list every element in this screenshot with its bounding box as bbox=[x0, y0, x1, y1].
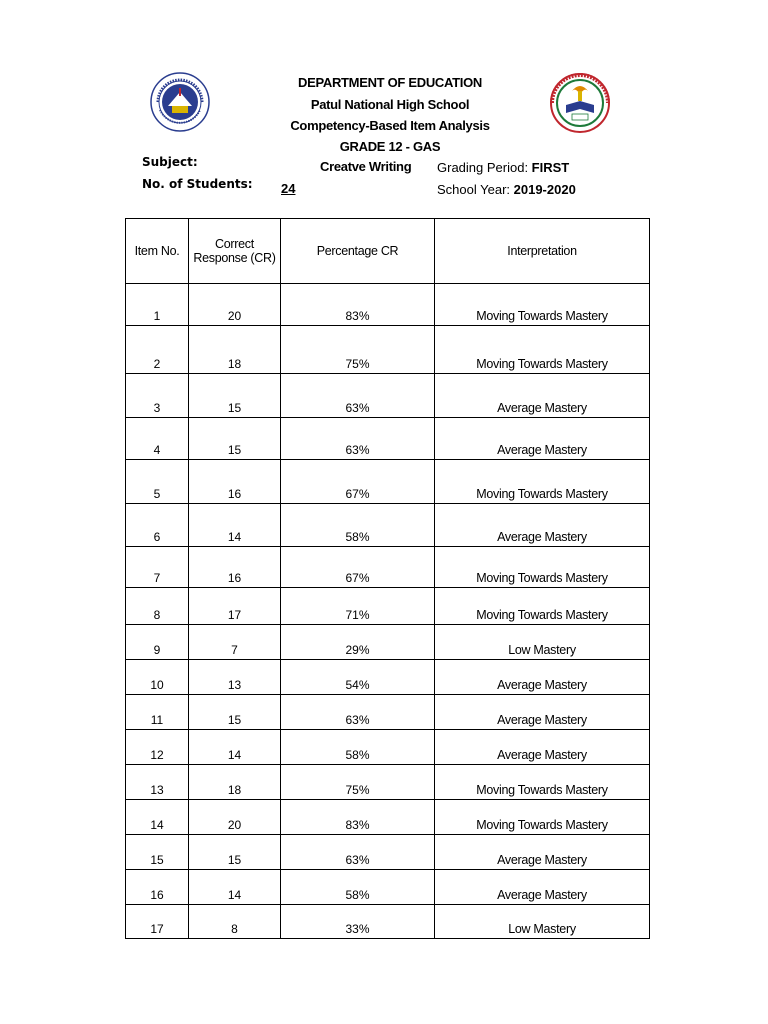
item-analysis-table bbox=[125, 218, 650, 939]
interpretation-cell: Moving Towards Mastery bbox=[435, 588, 650, 625]
percentage-cell: 63% bbox=[281, 374, 435, 418]
table-row bbox=[126, 800, 650, 835]
percentage-cell: 75% bbox=[281, 765, 435, 800]
interpretation-cell: Average Mastery bbox=[435, 695, 650, 730]
correct-response-cell: 14 bbox=[189, 504, 281, 547]
table-row bbox=[126, 504, 650, 547]
item-no-cell: 6 bbox=[126, 504, 189, 547]
table-body bbox=[126, 284, 650, 939]
school-year-value: 2019-2020 bbox=[513, 182, 576, 197]
table-header-row bbox=[126, 219, 650, 284]
table-row bbox=[126, 730, 650, 765]
percentage-cell: 63% bbox=[281, 835, 435, 870]
correct-response-cell: 15 bbox=[189, 695, 281, 730]
item-no-cell: 16 bbox=[126, 870, 189, 905]
item-no-cell: 2 bbox=[126, 326, 189, 374]
interpretation-cell: Moving Towards Mastery bbox=[435, 547, 650, 588]
interpretation-cell: Average Mastery bbox=[435, 418, 650, 460]
correct-response-cell: 13 bbox=[189, 660, 281, 695]
item-no-cell: 14 bbox=[126, 800, 189, 835]
table-row bbox=[126, 588, 650, 625]
table-row bbox=[126, 870, 650, 905]
interpretation-cell: Average Mastery bbox=[435, 504, 650, 547]
interpretation-cell: Average Mastery bbox=[435, 835, 650, 870]
correct-response-cell: 16 bbox=[189, 547, 281, 588]
report-title: Competency-Based Item Analysis bbox=[290, 118, 490, 133]
percentage-cell: 58% bbox=[281, 730, 435, 765]
header-correct-response: Correct Response (CR) bbox=[189, 219, 281, 284]
correct-response-cell: 17 bbox=[189, 588, 281, 625]
percentage-cell: 63% bbox=[281, 695, 435, 730]
interpretation-cell: Moving Towards Mastery bbox=[435, 326, 650, 374]
item-no-cell: 3 bbox=[126, 374, 189, 418]
percentage-cell: 75% bbox=[281, 326, 435, 374]
percentage-cell: 71% bbox=[281, 588, 435, 625]
percentage-cell: 67% bbox=[281, 547, 435, 588]
percentage-cell: 33% bbox=[281, 905, 435, 939]
table-row bbox=[126, 374, 650, 418]
percentage-cell: 29% bbox=[281, 625, 435, 660]
correct-response-cell: 20 bbox=[189, 800, 281, 835]
item-no-cell: 8 bbox=[126, 588, 189, 625]
percentage-cell: 58% bbox=[281, 504, 435, 547]
header-interpretation: Interpretation bbox=[435, 219, 650, 284]
table-row bbox=[126, 460, 650, 504]
table-row bbox=[126, 326, 650, 374]
correct-response-cell: 18 bbox=[189, 765, 281, 800]
interpretation-cell: Low Mastery bbox=[435, 625, 650, 660]
header-percentage-cr: Percentage CR bbox=[281, 219, 435, 284]
header-item-no: Item No. bbox=[126, 219, 189, 284]
table-row bbox=[126, 905, 650, 939]
percentage-cell: 83% bbox=[281, 800, 435, 835]
grading-period bbox=[437, 160, 569, 175]
correct-response-cell: 18 bbox=[189, 326, 281, 374]
correct-response-cell: 8 bbox=[189, 905, 281, 939]
item-no-cell: 11 bbox=[126, 695, 189, 730]
deped-seal-icon bbox=[150, 72, 210, 137]
correct-response-cell: 20 bbox=[189, 284, 281, 326]
item-no-cell: 13 bbox=[126, 765, 189, 800]
table-row bbox=[126, 625, 650, 660]
correct-response-cell: 15 bbox=[189, 418, 281, 460]
interpretation-cell: Moving Towards Mastery bbox=[435, 284, 650, 326]
school-year-label: School Year: bbox=[437, 182, 514, 197]
interpretation-cell: Moving Towards Mastery bbox=[435, 765, 650, 800]
item-no-cell: 1 bbox=[126, 284, 189, 326]
percentage-cell: 58% bbox=[281, 870, 435, 905]
item-no-cell: 10 bbox=[126, 660, 189, 695]
school-year bbox=[437, 182, 576, 197]
item-no-cell: 5 bbox=[126, 460, 189, 504]
percentage-cell: 67% bbox=[281, 460, 435, 504]
table-row bbox=[126, 418, 650, 460]
correct-response-cell: 7 bbox=[189, 625, 281, 660]
grade-section: GRADE 12 - GAS bbox=[339, 139, 441, 154]
correct-response-cell: 16 bbox=[189, 460, 281, 504]
subject-label: Subject: bbox=[142, 155, 198, 169]
percentage-cell: 54% bbox=[281, 660, 435, 695]
patul-nhs-seal-icon bbox=[548, 73, 612, 138]
interpretation-cell: Average Mastery bbox=[435, 660, 650, 695]
department-title: DEPARTMENT OF EDUCATION bbox=[298, 75, 482, 90]
interpretation-cell: Average Mastery bbox=[435, 730, 650, 765]
correct-response-cell: 15 bbox=[189, 835, 281, 870]
grading-period-value: FIRST bbox=[531, 160, 570, 175]
table-row bbox=[126, 765, 650, 800]
table-row bbox=[126, 695, 650, 730]
school-name: Patul National High School bbox=[310, 97, 470, 112]
correct-response-cell: 15 bbox=[189, 374, 281, 418]
item-no-cell: 15 bbox=[126, 835, 189, 870]
table-row bbox=[126, 284, 650, 326]
item-no-cell: 7 bbox=[126, 547, 189, 588]
correct-response-cell: 14 bbox=[189, 730, 281, 765]
subject-value: Creatve Writing bbox=[320, 159, 412, 174]
students-label: No. of Students: bbox=[142, 177, 253, 191]
interpretation-cell: Moving Towards Mastery bbox=[435, 460, 650, 504]
interpretation-cell: Average Mastery bbox=[435, 870, 650, 905]
table-row bbox=[126, 835, 650, 870]
table-row bbox=[126, 660, 650, 695]
interpretation-cell: Moving Towards Mastery bbox=[435, 800, 650, 835]
table-row bbox=[126, 547, 650, 588]
grading-period-label: Grading Period: bbox=[437, 160, 532, 175]
item-no-cell: 9 bbox=[126, 625, 189, 660]
students-value: 24 bbox=[281, 181, 296, 196]
item-no-cell: 17 bbox=[126, 905, 189, 939]
percentage-cell: 83% bbox=[281, 284, 435, 326]
item-no-cell: 4 bbox=[126, 418, 189, 460]
correct-response-cell: 14 bbox=[189, 870, 281, 905]
interpretation-cell: Low Mastery bbox=[435, 905, 650, 939]
item-no-cell: 12 bbox=[126, 730, 189, 765]
percentage-cell: 63% bbox=[281, 418, 435, 460]
interpretation-cell: Average Mastery bbox=[435, 374, 650, 418]
